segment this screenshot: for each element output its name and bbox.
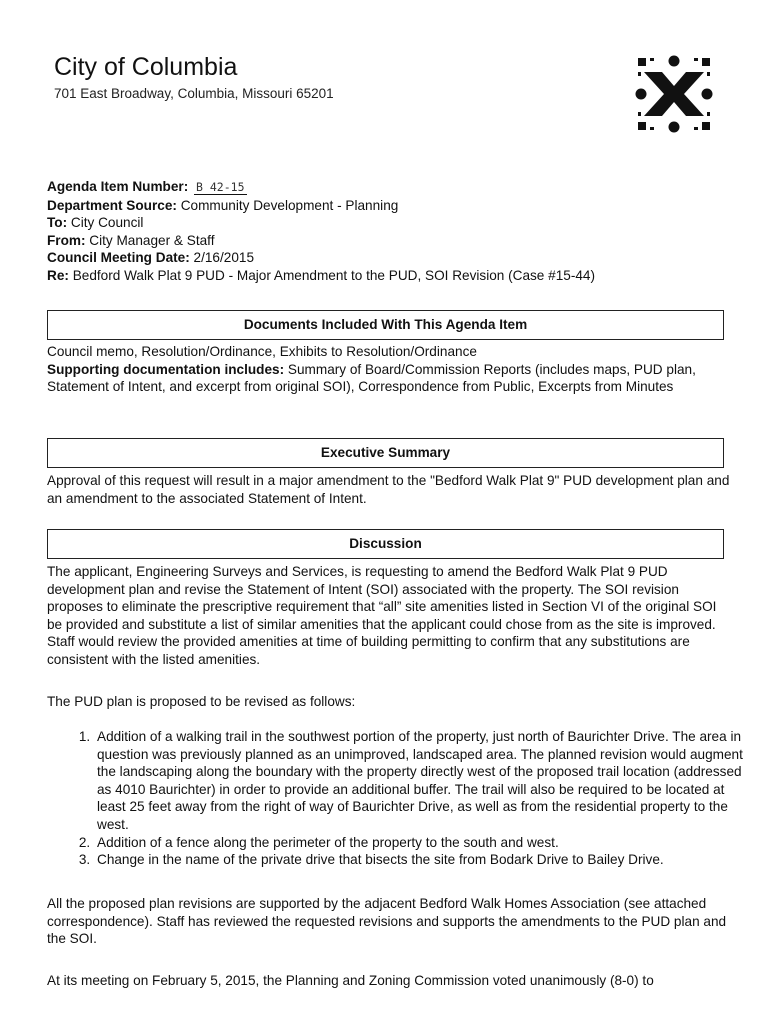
agenda-item-row — [47, 178, 737, 197]
supporting-documentation — [47, 361, 731, 396]
city-title: City of Columbia — [54, 53, 238, 81]
from-value: City Manager & Staff — [89, 232, 215, 248]
agenda-item-number: B 42-15 — [196, 180, 245, 194]
revision-list — [74, 728, 746, 869]
list-item: 2. Addition of a fence along the perimeter of the property to the south and west. — [94, 834, 746, 852]
discussion-paragraph-4: At its meeting on February 5, 2015, the Planning and Zoning Commission voted unanimously (8-0) to — [47, 973, 654, 988]
to-label: To: — [47, 215, 68, 231]
re-row — [47, 267, 737, 285]
discussion-paragraph-3: All the proposed plan revisions are supported by the adjacent Bedford Walk Homes Association (see attached correspondence). Staff has reviewed the requested revisions and supports the amendments to the PUD plan and the SOI. — [47, 896, 727, 947]
documents-list: Council memo, Resolution/Ordinance, Exhibits to Resolution/Ordinance — [47, 344, 477, 359]
to-row — [47, 214, 737, 232]
meeting-date-label: Council Meeting Date: — [47, 250, 190, 266]
discussion-heading: Discussion — [47, 529, 724, 559]
documents-heading: Documents Included With This Agenda Item — [47, 310, 724, 340]
to-value: City Council — [70, 215, 144, 231]
city-of-columbia-logo-icon — [632, 52, 716, 136]
discussion-paragraph-1: The applicant, Engineering Surveys and Services, is requesting to amend the Bedford Walk Plat 9 PUD development plan and revise the Statement of Intent (SOI) associated with the property. The SOI revision proposes to eliminate the prescriptive requirement that “all” site amenities listed in Section VI of the original SOI be provided and substitute a list of similar amenities that the applicant could chose from as the site is improved. Staff would review the provided amenities at time of building permitting to confirm that any substitutions are consistent with the listed amenities. — [47, 564, 717, 667]
list-item: 3. Change in the name of the private drive that bisects the site from Bodark Drive to Bailey Drive. — [94, 851, 746, 869]
department-value: Community Development - Planning — [180, 197, 399, 213]
city-address: 701 East Broadway, Columbia, Missouri 65201 — [54, 86, 334, 101]
department-label: Department Source: — [47, 197, 177, 213]
executive-summary-text: Approval of this request will result in a major amendment to the "Bedford Walk Plat 9" PUD development plan and an amendment to the associated Statement of Intent. — [47, 473, 730, 506]
re-label: Re: — [47, 267, 69, 283]
discussion-paragraph-2: The PUD plan is proposed to be revised as follows: — [47, 694, 356, 709]
agenda-item-label: Agenda Item Number: — [47, 179, 189, 194]
department-row — [47, 197, 737, 215]
from-row — [47, 232, 737, 250]
agenda-metadata — [47, 178, 737, 285]
re-value: Bedford Walk Plat 9 PUD - Major Amendment to the PUD, SOI Revision (Case #15-44) — [72, 267, 595, 283]
meeting-date-value: 2/16/2015 — [193, 250, 255, 266]
documents-section — [47, 343, 731, 396]
supporting-text: Summary of Board/Commission Reports (includes maps, PUD plan, Statement of Intent, and excerpt from original SOI), Correspondence from Public, Excerpts from Minutes — [47, 361, 696, 395]
supporting-label: Supporting documentation includes: — [47, 361, 285, 377]
list-item: 1. Addition of a walking trail in the southwest portion of the property, just north of Baurichter Drive. The area in question was previously planned as an unimproved, landscaped area. The planned revision would augment the landscaping along the boundary with the property directly west of the proposed trail location (addressed as 4010 Baurichter) in order to provide an additional buffer. The trail will also be required to be located at least 25 feet away from the right of way of Baurichter Drive, as well as from the residential property to the west. — [94, 728, 746, 834]
from-label: From: — [47, 232, 86, 248]
executive-summary-heading: Executive Summary — [47, 438, 724, 468]
meeting-date-row — [47, 249, 737, 267]
